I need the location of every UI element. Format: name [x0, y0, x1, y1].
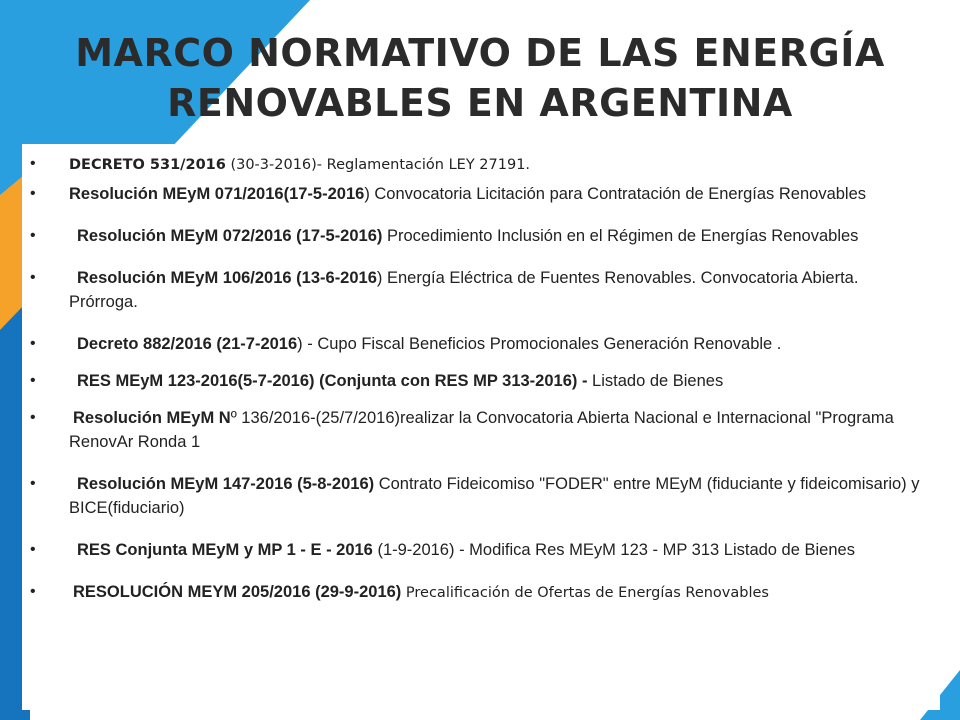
- regulation-list: [22, 152, 922, 623]
- item-text: Procedimiento Inclusión en el Régimen de Energías Renovables: [382, 227, 859, 245]
- list-item: [22, 580, 922, 605]
- list-item: [22, 224, 922, 248]
- content-panel: [22, 144, 940, 710]
- item-bold: RES MEyM 123-2016(5-7-2016) (Conjunta con RES MP 313-2016) -: [77, 372, 588, 390]
- item-bold: Resolución MEyM 071/2016(17-5-2016: [69, 185, 365, 203]
- orange-triangle-left: [0, 175, 24, 330]
- bullet: •: [30, 185, 36, 202]
- item-text: º 136/2016-(25/7/2016)realizar la Convocatoria Abierta Nacional e Internacional "Programa RenovAr Ronda 1: [69, 409, 894, 451]
- bullet: •: [30, 155, 36, 172]
- bullet: •: [30, 475, 36, 492]
- item-bold: Resolución MEyM 106/2016 (13-6-2016: [77, 269, 377, 287]
- bullet: •: [30, 409, 36, 426]
- bullet: •: [30, 269, 36, 286]
- list-item: [22, 538, 922, 562]
- title-line-2: RENOVABLES EN ARGENTINA: [167, 81, 793, 125]
- item-text: Precalificación de Ofertas de Energías Renovables: [401, 585, 769, 601]
- slide-title: [40, 28, 920, 128]
- list-item: [22, 332, 922, 356]
- bullet: •: [30, 583, 36, 600]
- bullet: •: [30, 227, 36, 244]
- title-line-1: MARCO NORMATIVO DE LAS ENERGÍA: [75, 31, 885, 75]
- item-bold: DECRETO 531/2016: [69, 157, 226, 173]
- list-item: [22, 266, 922, 314]
- item-text: Contrato Fideicomiso "FODER" entre MEyM (fiduciante y fideicomisario) y BICE(fiduciario): [69, 475, 920, 517]
- list-item: [22, 369, 922, 393]
- item-text: ) Convocatoria Licitación para Contratación de Energías Renovables: [364, 185, 867, 203]
- item-text: ) Energía Eléctrica de Fuentes Renovables. Convocatoria Abierta. Prórroga.: [69, 269, 859, 311]
- item-text: (1-9-2016) - Modifica Res MEyM 123 - MP 313 Listado de Bienes: [372, 541, 855, 559]
- item-text: ) - Cupo Fiscal Beneficios Promocionales Generación Renovable .: [297, 335, 782, 353]
- item-bold: RESOLUCIÓN MEYM 205/2016 (29-9-2016): [73, 583, 402, 601]
- bullet: •: [30, 541, 36, 558]
- item-bold: Resolución MEyM N: [73, 409, 231, 427]
- list-item: [22, 406, 922, 454]
- item-bold: Resolución MEyM 147-2016 (5-8-2016): [77, 475, 375, 493]
- list-item: [22, 472, 922, 520]
- item-text: Listado de Bienes: [587, 372, 724, 390]
- item-text: (30-3-2016)- Reglamentación LEY 27191.: [225, 157, 531, 173]
- list-item: [22, 152, 922, 177]
- list-item: [22, 182, 922, 206]
- bullet: •: [30, 335, 36, 352]
- item-bold: Resolución MEyM 072/2016 (17-5-2016): [77, 227, 383, 245]
- bullet: •: [30, 372, 36, 389]
- item-bold: RES Conjunta MEyM y MP 1 - E - 2016: [77, 541, 373, 559]
- item-bold: Decreto 882/2016 (21-7-2016: [77, 335, 298, 353]
